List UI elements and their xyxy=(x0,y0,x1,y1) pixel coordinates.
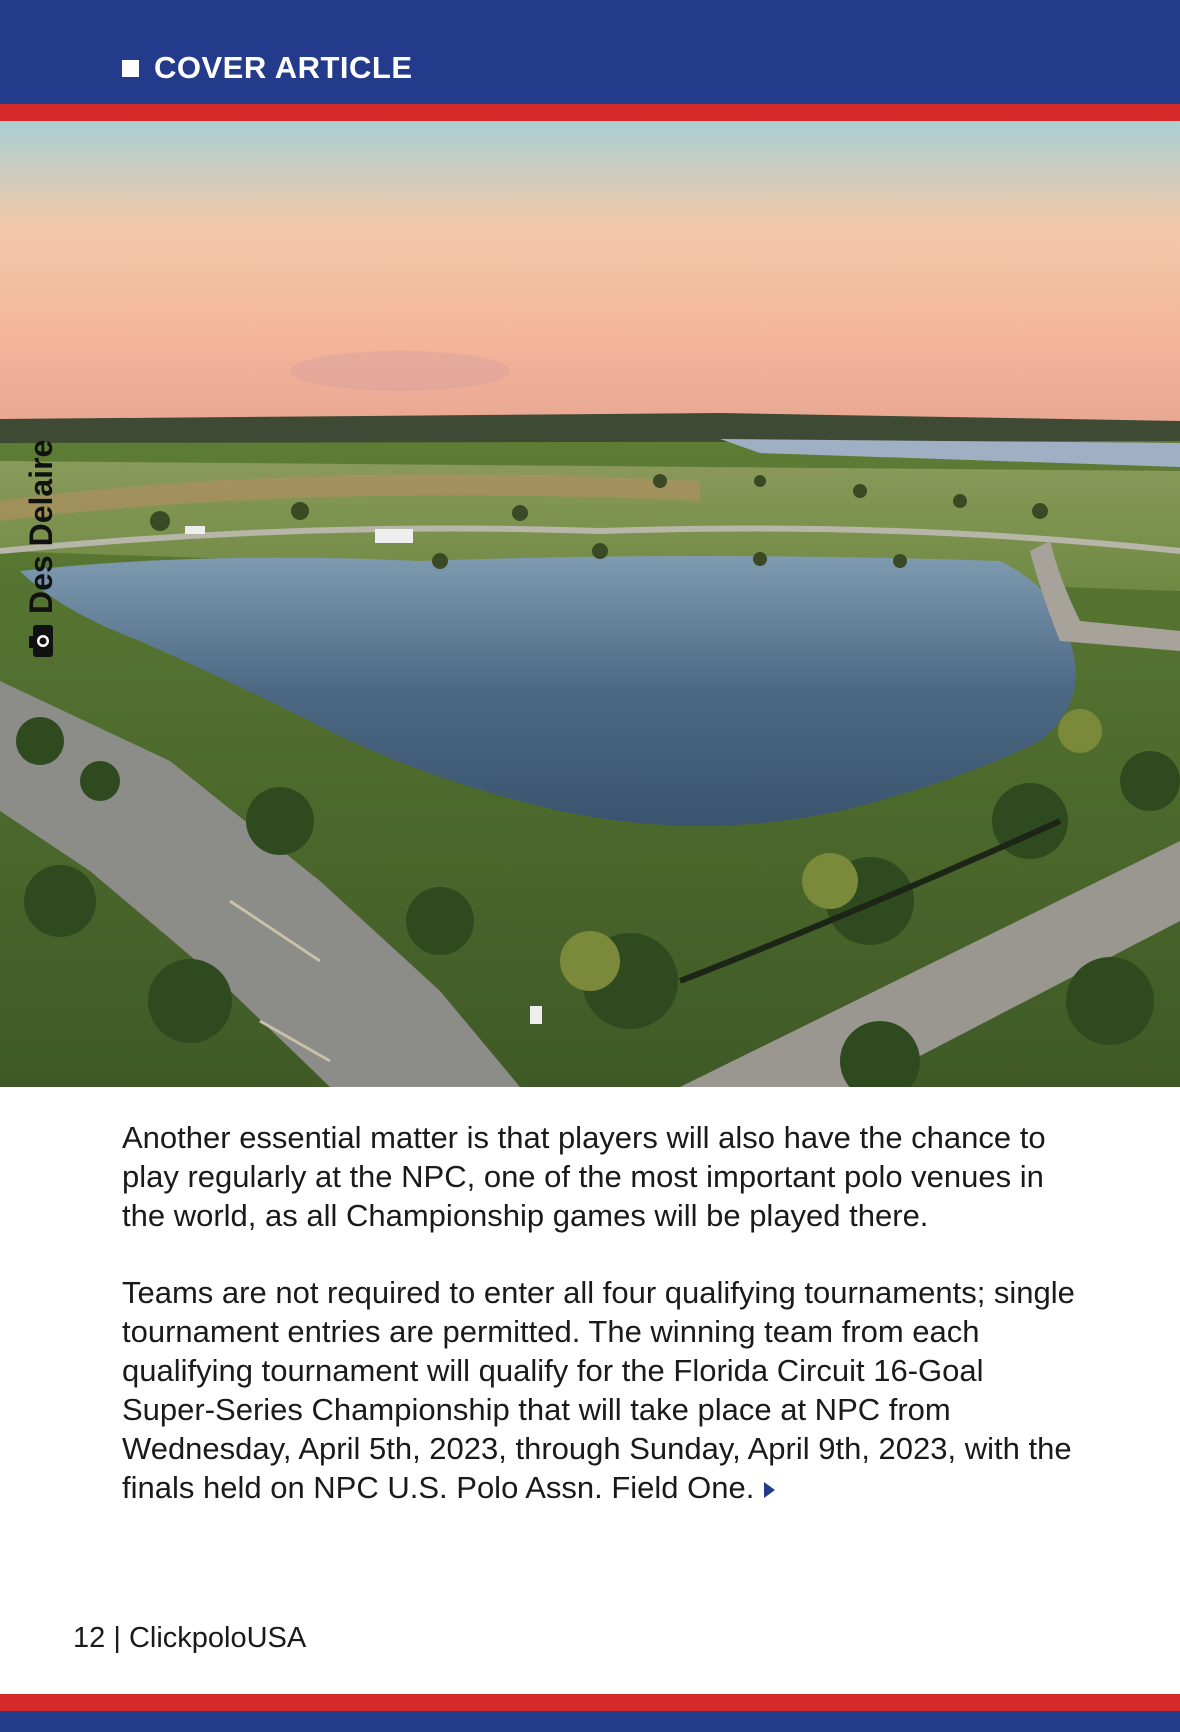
page-footer xyxy=(73,1622,306,1655)
page-number: 12 xyxy=(73,1622,106,1654)
footer-stripe xyxy=(0,1694,1180,1711)
camera-icon xyxy=(28,624,54,658)
article-paragraph: Another essential matter is that players will also have the chance to play regularly at the NPC, one of the most important polo venues in the world, as all Championship games will be played there. xyxy=(122,1120,1046,1233)
photo-credit-name: Des Delaire xyxy=(22,439,59,614)
cover-photo xyxy=(0,121,1180,1087)
footer-separator: | xyxy=(113,1622,121,1654)
article-paragraph-text: Teams are not required to enter all four qualifying tournaments; single tournament entries are permitted. The winning team from each qualifying tournament will qualify for the Florida Circuit 16-Goal Super-Series Championship that will take place at NPC from Wednesday, April 5th, 2023, through Sunday, April 9th, 2023, with the finals held on NPC U.S. Polo Assn. Field One. xyxy=(122,1275,1075,1505)
publication-name: ClickpoloUSA xyxy=(128,1622,307,1654)
header-stripe xyxy=(0,104,1180,121)
photo-credit xyxy=(23,398,59,658)
arrow-right-icon xyxy=(764,1482,775,1498)
section-label xyxy=(122,48,413,88)
section-title: COVER ARTICLE xyxy=(154,50,413,85)
article-body xyxy=(122,1118,1082,1545)
square-bullet-icon xyxy=(122,60,139,77)
article-paragraph xyxy=(122,1273,1082,1507)
footer-bar xyxy=(0,1711,1180,1732)
